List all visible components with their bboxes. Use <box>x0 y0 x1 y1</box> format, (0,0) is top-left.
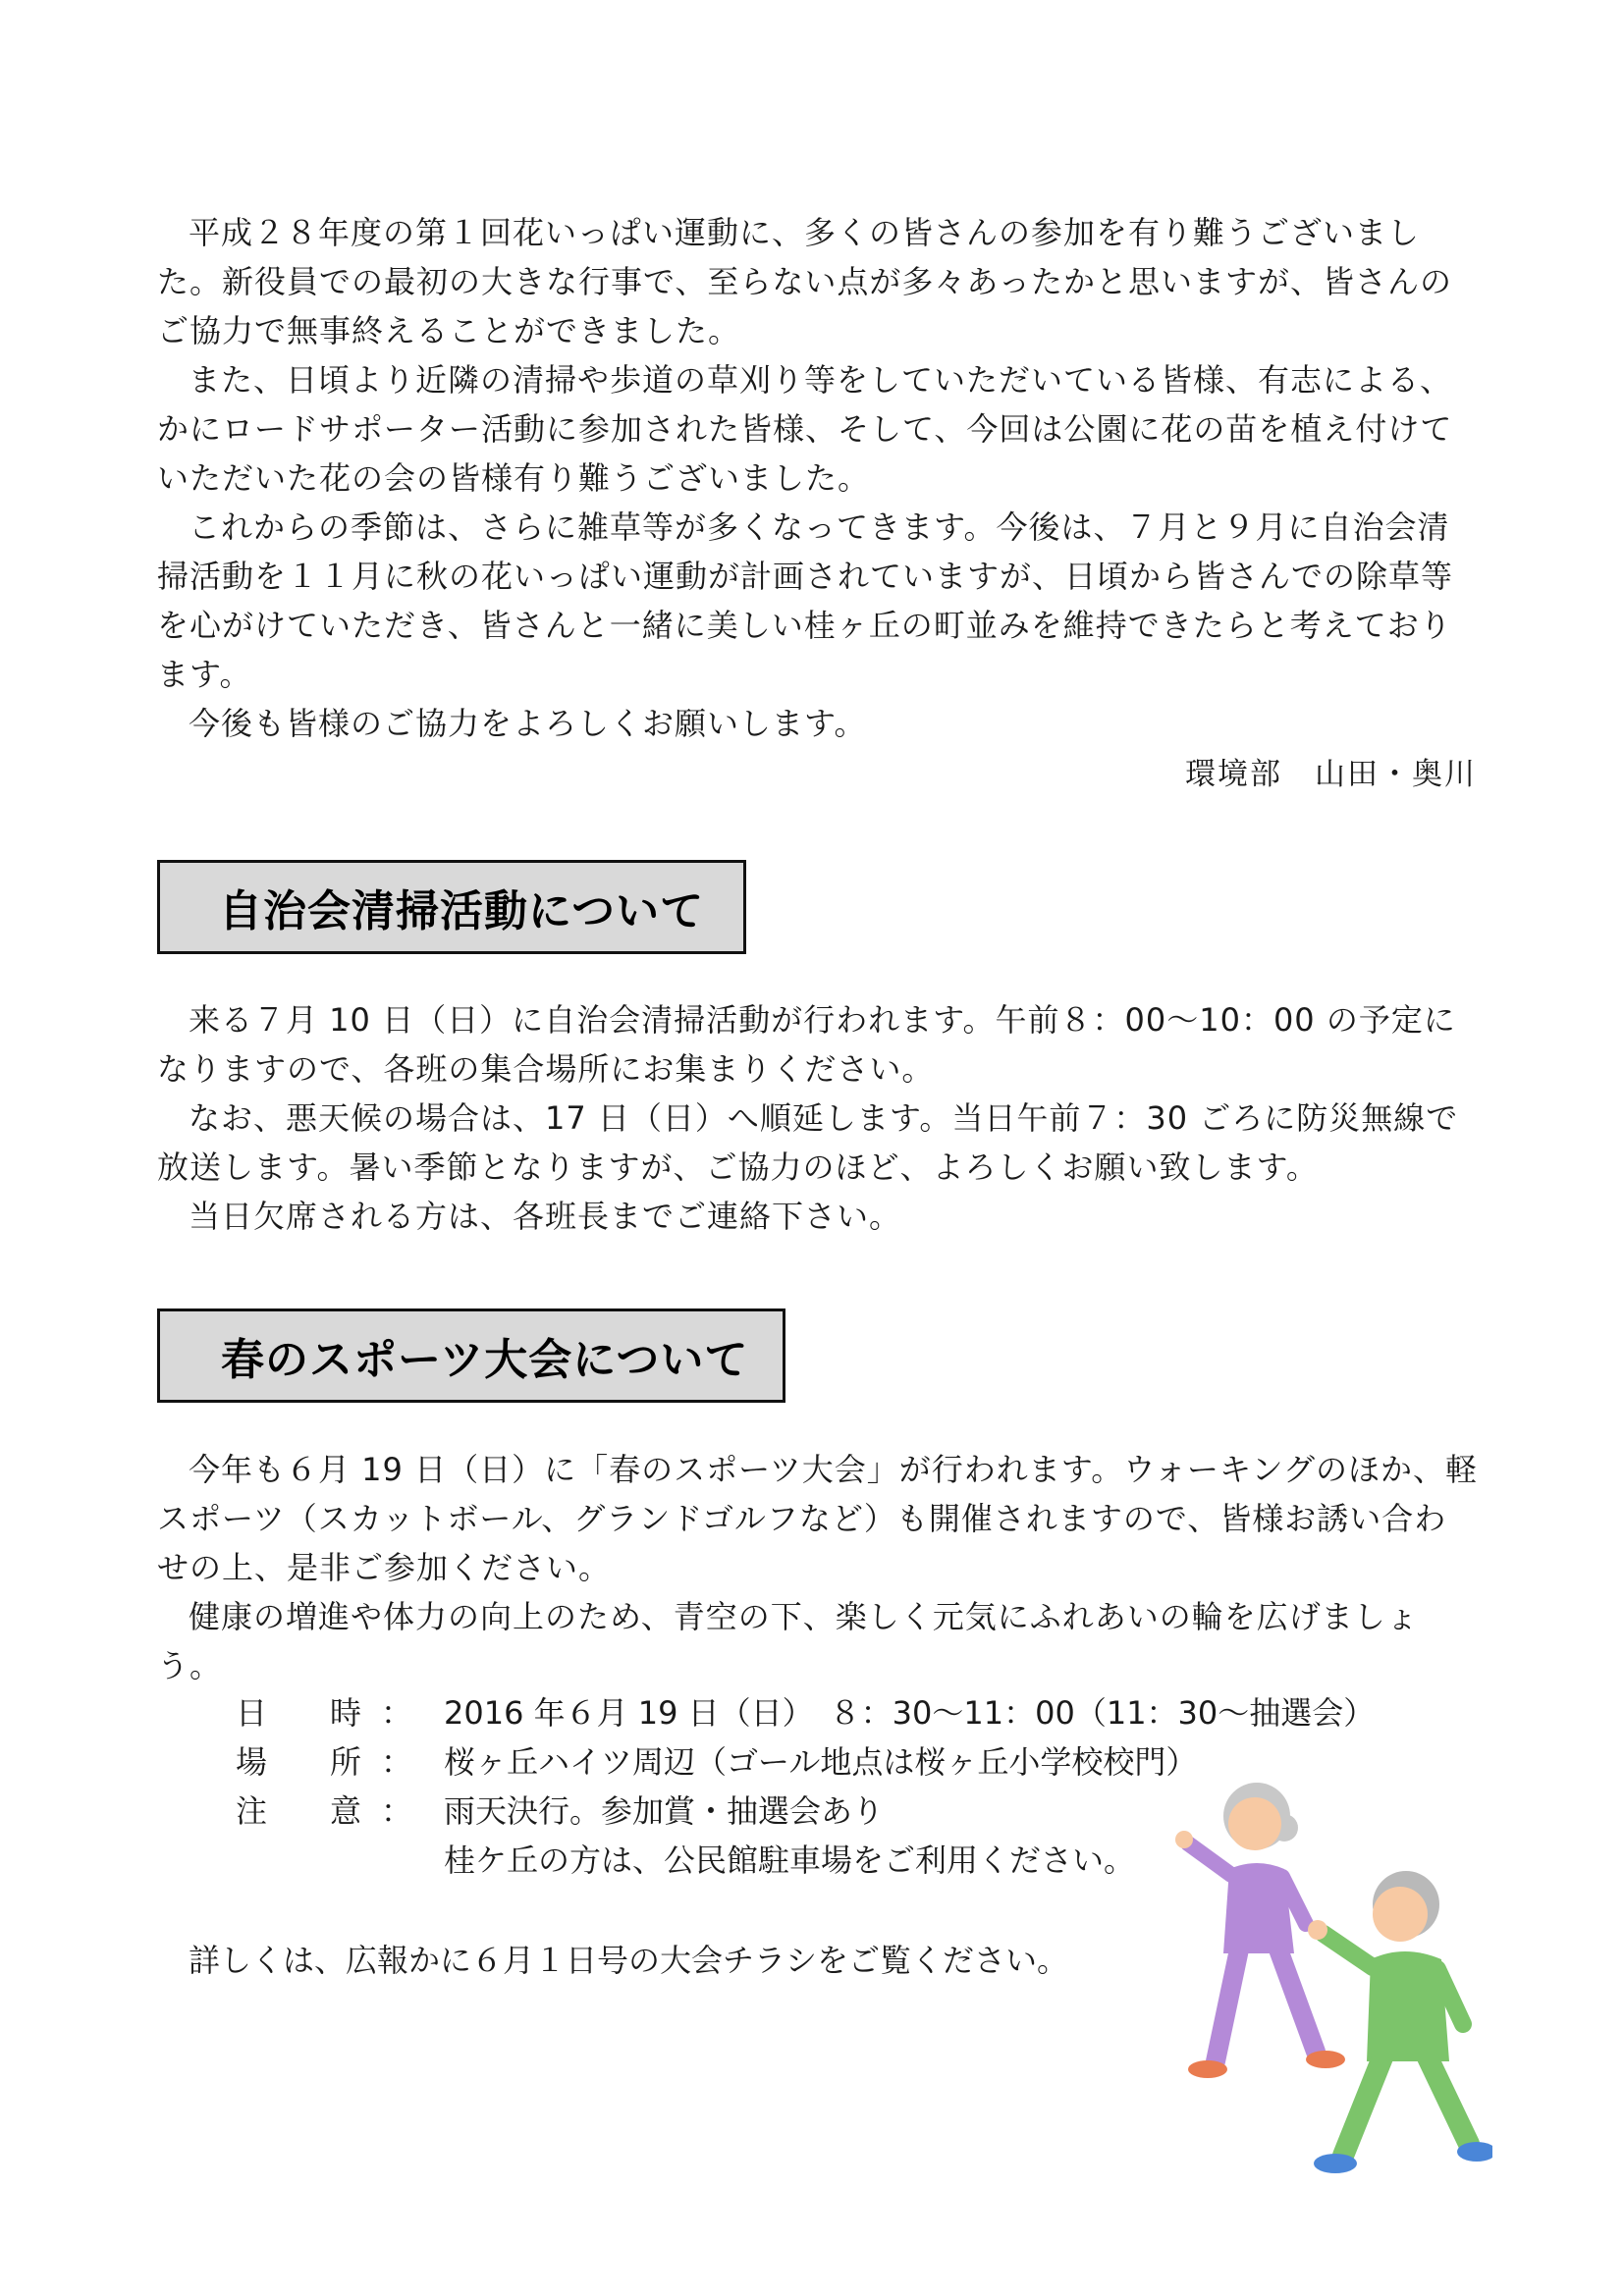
sports-paragraph-1: 今年も６月 19 日（日）に「春のスポーツ大会」が行われます。ウォーキングのほか、軽スポーツ（スカットボール、グランドゴルフなど）も開催されますので、皆様お誘い合わせの上、是非ご参加ください。 <box>157 1451 1478 1586</box>
signature: 環境部 山田・奥川 <box>1185 757 1477 792</box>
cleanup-paragraph-1: 来る７月 10 日（日）に自治会清掃活動が行われます。午前８：00～10：00 の予定になりますので、各班の集合場所にお集まりください。 <box>157 1001 1456 1088</box>
detail-value-notes: 雨天決行。参加賞・抽選会あり <box>444 1792 885 1830</box>
intro-paragraph-3: これからの季節は、さらに雑草等が多くなってきます。今後は、７月と９月に自治会清掃活動を１１月に秋の花いっぱい運動が計画されていますが、日頃から皆さんでの除草等を心がけていただき、皆さんと一緒に美しい桂ヶ丘の町並みを維持できたらと考えております。 <box>157 508 1454 693</box>
intro-paragraph-4: 今後も皆様のご協力をよろしくお願いします。 <box>189 705 867 742</box>
intro-paragraph-1: 平成２８年度の第１回花いっぱい運動に、多くの皆さんの参加を有り難うございました。新役員での最初の大きな行事で、至らない点が多々あったかと思いますが、皆さんのご協力で無事終えることができました。 <box>157 214 1453 349</box>
detail-value-parking: 桂ケ丘の方は、公民館駐車場をご利用ください。 <box>444 1842 1136 1879</box>
detail-colon: ： <box>381 1743 413 1781</box>
detail-row-datetime <box>236 1688 1512 1737</box>
cleanup-paragraph-2: なお、悪天候の場合は、17 日（日）へ順延します。当日午前７：30 ごろに防災無線で放送します。暑い季節となりますが、ご協力のほど、よろしくお願い致します。 <box>157 1099 1459 1186</box>
walking-couple-illustration <box>1159 1767 1492 2189</box>
detail-label-char: 所 <box>330 1743 362 1781</box>
detail-value-place: 桜ヶ丘ハイツ周辺（ゴール地点は桜ヶ丘小学校校門） <box>444 1743 1198 1781</box>
detail-colon: ： <box>381 1694 413 1732</box>
detail-label-char: 日 <box>236 1694 268 1732</box>
intro-paragraph-2: また、日頃より近隣の清掃や歩道の草刈り等をしていただいている皆様、有志による、かにロードサポーター活動に参加された皆様、そして、今回は公園に花の苗を植え付けていただいた花の会の皆様有り難うございました。 <box>157 361 1453 497</box>
sports-closing: 詳しくは、広報かに６月１日号の大会チラシをご覧ください。 <box>189 1942 1069 1979</box>
cleanup-section <box>157 995 1478 1241</box>
detail-label-char: 時 <box>330 1694 362 1732</box>
cleanup-heading: 自治会清掃活動について <box>157 860 746 954</box>
sports-section <box>157 1445 1478 1690</box>
sports-paragraph-2: 健康の増進や体力の向上のため、青空の下、楽しく元気にふれあいの輪を広げましょう。 <box>157 1598 1419 1684</box>
walking-man-icon <box>1308 1871 1492 2173</box>
sports-heading: 春のスポーツ大会について <box>157 1308 785 1403</box>
intro-section <box>157 208 1478 748</box>
detail-label-char: 意 <box>330 1792 362 1830</box>
detail-label-char: 場 <box>236 1743 268 1781</box>
detail-colon: ： <box>381 1792 413 1830</box>
cleanup-paragraph-3: 当日欠席される方は、各班長までご連絡下さい。 <box>189 1198 902 1235</box>
detail-value-datetime: 2016 年６月 19 日（日） ８：30～11：00（11：30～抽選会） <box>444 1694 1376 1732</box>
detail-label-char: 注 <box>236 1792 268 1830</box>
